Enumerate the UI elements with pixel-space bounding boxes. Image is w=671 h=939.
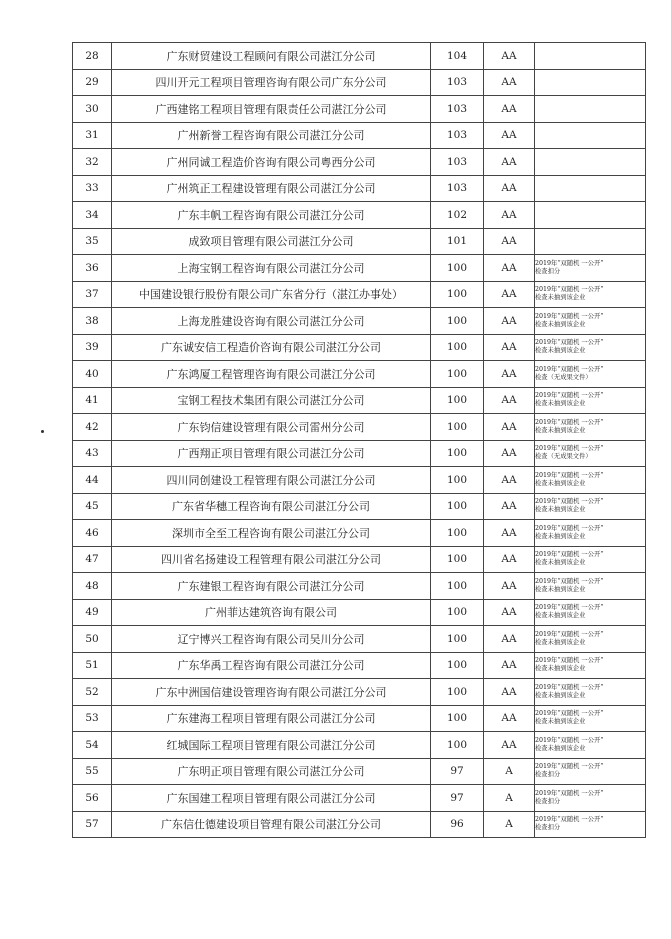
company-name: 广东明正项目管理有限公司湛江分公司 — [112, 758, 431, 785]
company-name: 四川同创建设工程管理有限公司湛江分公司 — [112, 467, 431, 494]
row-number: 37 — [73, 281, 112, 308]
row-number: 48 — [73, 573, 112, 600]
score-cell: 100 — [431, 705, 484, 732]
score-cell: 102 — [431, 202, 484, 229]
company-name: 广州菲达建筑咨询有限公司 — [112, 599, 431, 626]
row-number: 28 — [73, 43, 112, 70]
row-number: 38 — [73, 308, 112, 335]
grade-cell: AA — [484, 440, 535, 467]
score-cell: 100 — [431, 308, 484, 335]
table-row — [73, 228, 646, 255]
remark-cell — [535, 202, 646, 229]
remark-cell: 2019年“双随机 一公开” 检查未抽到该企业 — [535, 573, 646, 600]
remark-cell — [535, 122, 646, 149]
remark-cell: 2019年“双随机 一公开” 检查（无成果文件） — [535, 440, 646, 467]
row-number: 47 — [73, 546, 112, 573]
remark-cell — [535, 228, 646, 255]
table-row — [73, 467, 646, 494]
company-name: 广西建铭工程项目管理有限责任公司湛江分公司 — [112, 96, 431, 123]
remark-cell: 2019年“双随机 一公开” 检查未抽到该企业 — [535, 467, 646, 494]
score-cell: 100 — [431, 546, 484, 573]
grade-cell: AA — [484, 122, 535, 149]
remark-cell: 2019年“双随机 一公开” 检查未抽到该企业 — [535, 387, 646, 414]
grade-cell: AA — [484, 387, 535, 414]
row-number: 33 — [73, 175, 112, 202]
table-row — [73, 175, 646, 202]
table-row — [73, 440, 646, 467]
company-name: 红城国际工程项目管理有限公司湛江分公司 — [112, 732, 431, 759]
score-cell: 100 — [431, 255, 484, 282]
company-name: 宝钢工程技术集团有限公司湛江分公司 — [112, 387, 431, 414]
company-name: 成致项目管理有限公司湛江分公司 — [112, 228, 431, 255]
grade-cell: AA — [484, 679, 535, 706]
table-row — [73, 732, 646, 759]
grade-cell: AA — [484, 732, 535, 759]
remark-cell: 2019年“双随机 一公开” 检查未抽到该企业 — [535, 308, 646, 335]
row-number: 44 — [73, 467, 112, 494]
remark-cell: 2019年“双随机 一公开” 检查未抽到该企业 — [535, 626, 646, 653]
table-row — [73, 149, 646, 176]
company-name: 广东省华穗工程咨询有限公司湛江分公司 — [112, 493, 431, 520]
company-name: 四川省名扬建设工程管理有限公司湛江分公司 — [112, 546, 431, 573]
company-name: 广东中洲国信建设管理咨询有限公司湛江分公司 — [112, 679, 431, 706]
table-row — [73, 387, 646, 414]
company-name: 广东鸿厦工程管理咨询有限公司湛江分公司 — [112, 361, 431, 388]
remark-cell: 2019年“双随机 一公开” 检查未抽到该企业 — [535, 493, 646, 520]
table-row — [73, 811, 646, 838]
table-body — [73, 43, 646, 838]
company-name: 广东钧信建设管理有限公司雷州分公司 — [112, 414, 431, 441]
company-name: 广西翔正项目管理有限公司湛江分公司 — [112, 440, 431, 467]
remark-cell: 2019年“双随机 一公开” 检查扣分 — [535, 811, 646, 838]
row-number: 46 — [73, 520, 112, 547]
table-row — [73, 361, 646, 388]
remark-cell: 2019年“双随机 一公开” 检查未抽到该企业 — [535, 732, 646, 759]
score-cell: 100 — [431, 493, 484, 520]
row-number: 55 — [73, 758, 112, 785]
row-number: 39 — [73, 334, 112, 361]
table-row — [73, 520, 646, 547]
score-cell: 100 — [431, 467, 484, 494]
table-row — [73, 96, 646, 123]
grade-cell: A — [484, 758, 535, 785]
table-row — [73, 414, 646, 441]
table-row — [73, 679, 646, 706]
table-row — [73, 546, 646, 573]
row-number: 41 — [73, 387, 112, 414]
row-number: 49 — [73, 599, 112, 626]
company-name: 广东诚安信工程造价咨询有限公司湛江分公司 — [112, 334, 431, 361]
score-cell: 100 — [431, 652, 484, 679]
score-cell: 100 — [431, 626, 484, 653]
table-row — [73, 122, 646, 149]
table-row — [73, 202, 646, 229]
row-number: 36 — [73, 255, 112, 282]
grade-cell: AA — [484, 361, 535, 388]
row-number: 29 — [73, 69, 112, 96]
row-number: 43 — [73, 440, 112, 467]
score-cell: 103 — [431, 175, 484, 202]
row-number: 50 — [73, 626, 112, 653]
company-name: 辽宁博兴工程咨询有限公司吴川分公司 — [112, 626, 431, 653]
table-row — [73, 255, 646, 282]
grade-cell: AA — [484, 175, 535, 202]
company-name: 广东财贸建设工程顾问有限公司湛江分公司 — [112, 43, 431, 70]
remark-cell: 2019年“双随机 一公开” 检查扣分 — [535, 785, 646, 812]
row-number: 57 — [73, 811, 112, 838]
grade-cell: AA — [484, 573, 535, 600]
remark-cell: 2019年“双随机 一公开” 检查未抽到该企业 — [535, 679, 646, 706]
table-row — [73, 626, 646, 653]
company-name: 广东华禹工程咨询有限公司湛江分公司 — [112, 652, 431, 679]
company-name: 中国建设银行股份有限公司广东省分行（湛江办事处） — [112, 281, 431, 308]
grade-cell: AA — [484, 43, 535, 70]
score-cell: 100 — [431, 732, 484, 759]
table-row — [73, 493, 646, 520]
row-number: 40 — [73, 361, 112, 388]
score-cell: 103 — [431, 122, 484, 149]
grade-cell: AA — [484, 281, 535, 308]
table-row — [73, 652, 646, 679]
score-cell: 97 — [431, 758, 484, 785]
row-number: 42 — [73, 414, 112, 441]
score-cell: 101 — [431, 228, 484, 255]
remark-cell — [535, 149, 646, 176]
company-name: 上海龙胜建设咨询有限公司湛江分公司 — [112, 308, 431, 335]
table-row — [73, 308, 646, 335]
score-cell: 100 — [431, 520, 484, 547]
grade-cell: AA — [484, 652, 535, 679]
row-number: 52 — [73, 679, 112, 706]
score-cell: 100 — [431, 281, 484, 308]
row-number: 54 — [73, 732, 112, 759]
row-number: 45 — [73, 493, 112, 520]
table-row — [73, 758, 646, 785]
company-name: 四川开元工程项目管理咨询有限公司广东分公司 — [112, 69, 431, 96]
grade-cell: AA — [484, 493, 535, 520]
grade-cell: AA — [484, 255, 535, 282]
company-name: 广东建银工程咨询有限公司湛江分公司 — [112, 573, 431, 600]
table-row — [73, 705, 646, 732]
score-cell: 100 — [431, 679, 484, 706]
remark-cell — [535, 175, 646, 202]
score-cell: 100 — [431, 573, 484, 600]
score-cell: 100 — [431, 440, 484, 467]
score-cell: 100 — [431, 599, 484, 626]
grade-cell: AA — [484, 96, 535, 123]
grade-cell: AA — [484, 414, 535, 441]
remark-cell: 2019年“双随机 一公开” 检查未抽到该企业 — [535, 281, 646, 308]
score-cell: 100 — [431, 414, 484, 441]
remark-cell — [535, 43, 646, 70]
remark-cell — [535, 69, 646, 96]
remark-cell: 2019年“双随机 一公开” 检查未抽到该企业 — [535, 705, 646, 732]
table-row — [73, 785, 646, 812]
remark-cell: 2019年“双随机 一公开” 检查未抽到该企业 — [535, 334, 646, 361]
score-cell: 103 — [431, 149, 484, 176]
grade-cell: AA — [484, 467, 535, 494]
grade-cell: A — [484, 811, 535, 838]
remark-cell: 2019年“双随机 一公开” 检查（无成果文件） — [535, 361, 646, 388]
company-name: 广州筑正工程建设管理有限公司湛江分公司 — [112, 175, 431, 202]
row-number: 34 — [73, 202, 112, 229]
table-row — [73, 573, 646, 600]
grade-cell: AA — [484, 546, 535, 573]
grade-cell: AA — [484, 334, 535, 361]
row-number: 51 — [73, 652, 112, 679]
score-cell: 104 — [431, 43, 484, 70]
company-name: 广东国建工程项目管理有限公司湛江分公司 — [112, 785, 431, 812]
company-name: 广东建海工程项目管理有限公司湛江分公司 — [112, 705, 431, 732]
remark-cell: 2019年“双随机 一公开” 检查扣分 — [535, 758, 646, 785]
table-row — [73, 334, 646, 361]
grade-cell: AA — [484, 308, 535, 335]
company-name: 广州同诚工程造价咨询有限公司粤西分公司 — [112, 149, 431, 176]
grade-cell: AA — [484, 705, 535, 732]
row-number: 30 — [73, 96, 112, 123]
remark-cell — [535, 96, 646, 123]
remark-cell: 2019年“双随机 一公开” 检查扣分 — [535, 255, 646, 282]
grade-cell: A — [484, 785, 535, 812]
grade-cell: AA — [484, 69, 535, 96]
company-name: 广东信仕德建设项目管理有限公司湛江分公司 — [112, 811, 431, 838]
score-cell: 103 — [431, 96, 484, 123]
score-cell: 103 — [431, 69, 484, 96]
company-name: 广州新誉工程咨询有限公司湛江分公司 — [112, 122, 431, 149]
table-row — [73, 281, 646, 308]
row-number: 56 — [73, 785, 112, 812]
row-number: 53 — [73, 705, 112, 732]
grade-cell: AA — [484, 202, 535, 229]
score-cell: 100 — [431, 387, 484, 414]
row-number: 35 — [73, 228, 112, 255]
remark-cell: 2019年“双随机 一公开” 检查未抽到该企业 — [535, 546, 646, 573]
remark-cell: 2019年“双随机 一公开” 检查未抽到该企业 — [535, 652, 646, 679]
remark-cell: 2019年“双随机 一公开” 检查未抽到该企业 — [535, 599, 646, 626]
table-row — [73, 69, 646, 96]
remark-cell: 2019年“双随机 一公开” 检查未抽到该企业 — [535, 520, 646, 547]
table-row — [73, 599, 646, 626]
grade-cell: AA — [484, 149, 535, 176]
company-name: 广东丰帆工程咨询有限公司湛江分公司 — [112, 202, 431, 229]
grade-cell: AA — [484, 228, 535, 255]
row-number: 32 — [73, 149, 112, 176]
grade-cell: AA — [484, 599, 535, 626]
score-cell: 96 — [431, 811, 484, 838]
grade-cell: AA — [484, 626, 535, 653]
scan-speck — [41, 430, 44, 433]
score-cell: 100 — [431, 334, 484, 361]
grade-cell: AA — [484, 520, 535, 547]
remark-cell: 2019年“双随机 一公开” 检查未抽到该企业 — [535, 414, 646, 441]
ranking-table — [72, 42, 646, 838]
row-number: 31 — [73, 122, 112, 149]
score-cell: 100 — [431, 361, 484, 388]
table-row — [73, 43, 646, 70]
company-name: 深圳市全至工程咨询有限公司湛江分公司 — [112, 520, 431, 547]
company-name: 上海宝钢工程咨询有限公司湛江分公司 — [112, 255, 431, 282]
score-cell: 97 — [431, 785, 484, 812]
